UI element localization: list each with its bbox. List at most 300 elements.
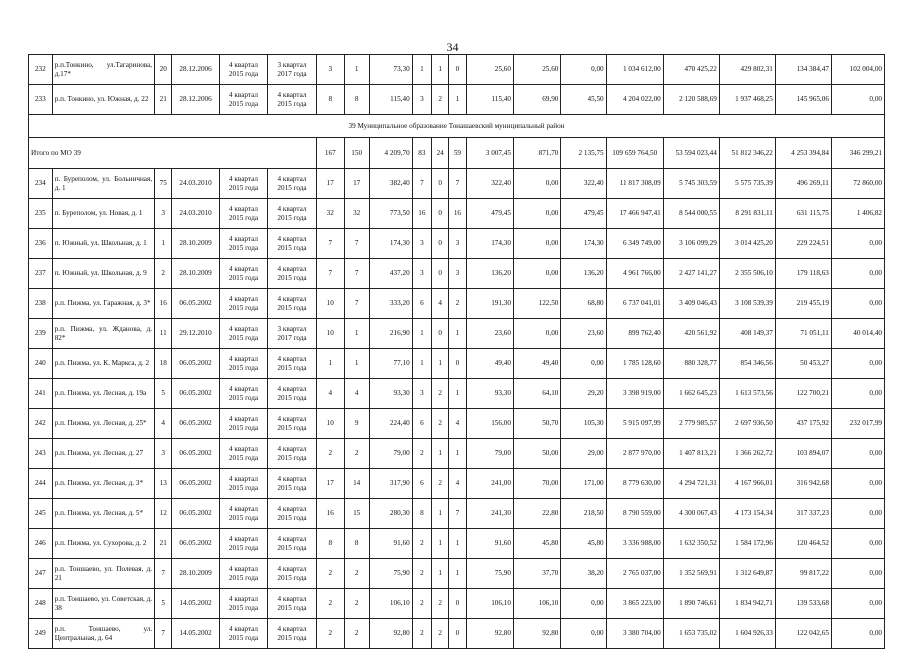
municipal-share-cell: 316 942,68 [775, 469, 831, 499]
rooms-private-cell: 2 [432, 589, 449, 619]
regional-share-cell: 1 366 262,72 [719, 439, 775, 469]
total-cost-cell: 3 380 704,00 [606, 619, 663, 649]
area-private-cell: 25,60 [513, 55, 560, 85]
planned-demolition-cell: 4 квартал 2015 года [268, 289, 317, 319]
total-cost-cell: 6 349 749,00 [606, 229, 663, 259]
address-cell: р.п. Пижма, ул. Лесная, д. 3* [52, 469, 154, 499]
area-private-cell: 50,70 [513, 409, 560, 439]
residents-planned-cell: 2 [316, 439, 344, 469]
municipal-share-cell: 71 051,11 [775, 319, 831, 349]
year-built-cell: 2 [155, 259, 172, 289]
table-row [29, 409, 885, 439]
rooms-private-cell: 1 [432, 55, 449, 85]
municipal-share-cell: 496 269,11 [775, 169, 831, 199]
year-built-cell: 5 [155, 379, 172, 409]
table-row [29, 379, 885, 409]
table-row [29, 589, 885, 619]
table-row [29, 319, 885, 349]
total-area-cell: 115,40 [369, 85, 412, 115]
table-row [29, 55, 885, 85]
area-municipal-cell: 29,20 [561, 379, 606, 409]
year-built-cell: 11 [155, 319, 172, 349]
resettlement-area-cell: 241,30 [466, 499, 513, 529]
row-number-cell: 233 [29, 85, 53, 115]
rooms-private-cell: 0 [432, 259, 449, 289]
resettlement-area-cell: 174,30 [466, 229, 513, 259]
area-municipal-cell: 29,00 [561, 439, 606, 469]
total-cell: 150 [344, 138, 369, 169]
total-cost-cell: 2 765 037,00 [606, 559, 663, 589]
total-cost-cell: 11 817 308,09 [606, 169, 663, 199]
total-area-cell: 437,20 [369, 259, 412, 289]
address-cell: р.п. Пижма, ул. Лесная, д. 27 [52, 439, 154, 469]
fund-share-cell: 1 407 813,21 [663, 439, 719, 469]
area-municipal-cell: 0,00 [561, 349, 606, 379]
extra-funds-cell: 0,00 [831, 85, 884, 115]
planned-demolition-cell: 4 квартал 2015 года [268, 499, 317, 529]
resettlement-area-cell: 106,10 [466, 589, 513, 619]
table-row [29, 559, 885, 589]
fund-share-cell: 1 632 350,52 [663, 529, 719, 559]
residents-resettled-cell: 32 [344, 199, 369, 229]
residents-resettled-cell: 1 [344, 319, 369, 349]
fund-share-cell: 4 294 721,31 [663, 469, 719, 499]
residents-planned-cell: 10 [316, 289, 344, 319]
area-private-cell: 106,10 [513, 589, 560, 619]
recognition-date-cell: 28.12.2006 [172, 85, 219, 115]
total-cell: 83 [412, 138, 431, 169]
area-private-cell: 69,90 [513, 85, 560, 115]
total-cell: 109 659 764,50 [606, 138, 663, 169]
planned-demolition-cell: 4 квартал 2015 года [268, 589, 317, 619]
municipal-share-cell: 317 337,23 [775, 499, 831, 529]
total-cost-cell: 5 915 097,99 [606, 409, 663, 439]
area-private-cell: 37,70 [513, 559, 560, 589]
regional-share-cell: 3 014 425,20 [719, 229, 775, 259]
fund-share-cell: 2 120 588,69 [663, 85, 719, 115]
rooms-private-cell: 2 [432, 85, 449, 115]
residents-planned-cell: 17 [316, 469, 344, 499]
rooms-private-cell: 1 [432, 439, 449, 469]
address-cell: р.п. Пижма, ул. Лесная, д. 5* [52, 499, 154, 529]
regional-share-cell: 1 584 172,96 [719, 529, 775, 559]
total-cost-cell: 899 762,40 [606, 319, 663, 349]
rooms-municipal-cell: 1 [449, 319, 466, 349]
resettlement-area-cell: 75,90 [466, 559, 513, 589]
row-number-cell: 236 [29, 229, 53, 259]
extra-funds-cell: 0,00 [831, 469, 884, 499]
table-row [29, 349, 885, 379]
address-cell: р.п.Тонкино, ул.Тагаринова, д.17* [52, 55, 154, 85]
extra-funds-cell: 0,00 [831, 499, 884, 529]
resettlement-area-cell: 115,40 [466, 85, 513, 115]
total-cell: 3 007,45 [466, 138, 513, 169]
extra-funds-cell: 0,00 [831, 259, 884, 289]
total-row [29, 138, 885, 169]
rooms-private-cell: 0 [432, 199, 449, 229]
resettlement-area-cell: 241,00 [466, 469, 513, 499]
rooms-total-cell: 6 [412, 289, 431, 319]
residents-planned-cell: 7 [316, 229, 344, 259]
area-municipal-cell: 171,00 [561, 469, 606, 499]
recognition-date-cell: 06.05.2002 [172, 469, 219, 499]
residents-resettled-cell: 17 [344, 169, 369, 199]
total-cell: 59 [449, 138, 466, 169]
total-area-cell: 224,40 [369, 409, 412, 439]
planned-resettlement-cell: 4 квартал 2015 года [219, 559, 268, 589]
rooms-total-cell: 3 [412, 379, 431, 409]
area-municipal-cell: 479,45 [561, 199, 606, 229]
rows-after [29, 169, 885, 649]
fund-share-cell: 470 425,22 [663, 55, 719, 85]
area-private-cell: 70,00 [513, 469, 560, 499]
year-built-cell: 3 [155, 199, 172, 229]
resettlement-area-cell: 92,80 [466, 619, 513, 649]
residents-planned-cell: 1 [316, 349, 344, 379]
area-municipal-cell: 68,80 [561, 289, 606, 319]
address-cell: р.п. Пижма, ул. Ждановa, д. 82* [52, 319, 154, 349]
year-built-cell: 1 [155, 229, 172, 259]
residents-resettled-cell: 2 [344, 439, 369, 469]
fund-share-cell: 3 409 046,43 [663, 289, 719, 319]
regional-share-cell: 854 346,56 [719, 349, 775, 379]
municipal-share-cell: 122 700,21 [775, 379, 831, 409]
recognition-date-cell: 06.05.2002 [172, 499, 219, 529]
fund-share-cell: 8 544 000,55 [663, 199, 719, 229]
residents-planned-cell: 3 [316, 55, 344, 85]
total-cost-cell: 1 034 612,00 [606, 55, 663, 85]
table-row [29, 439, 885, 469]
address-cell: п. Буреполом, ул. Больничная, д. 1 [52, 169, 154, 199]
table-row [29, 229, 885, 259]
total-cell: 167 [316, 138, 344, 169]
resettlement-area-cell: 191,30 [466, 289, 513, 319]
planned-resettlement-cell: 4 квартал 2015 года [219, 409, 268, 439]
recognition-date-cell: 28.10.2009 [172, 229, 219, 259]
regional-share-cell: 1 834 942,71 [719, 589, 775, 619]
regional-share-cell: 429 802,31 [719, 55, 775, 85]
fund-share-cell: 420 561,92 [663, 319, 719, 349]
total-cost-cell: 2 877 970,00 [606, 439, 663, 469]
recognition-date-cell: 06.05.2002 [172, 529, 219, 559]
planned-resettlement-cell: 4 квартал 2015 года [219, 529, 268, 559]
rows-before [29, 55, 885, 115]
residents-resettled-cell: 2 [344, 589, 369, 619]
planned-resettlement-cell: 4 квартал 2015 года [219, 379, 268, 409]
residents-planned-cell: 10 [316, 319, 344, 349]
total-area-cell: 216,90 [369, 319, 412, 349]
row-number-cell: 235 [29, 199, 53, 229]
year-built-cell: 16 [155, 289, 172, 319]
recognition-date-cell: 14.05.2002 [172, 589, 219, 619]
extra-funds-cell: 0,00 [831, 439, 884, 469]
total-cell: 24 [432, 138, 449, 169]
recognition-date-cell: 06.05.2002 [172, 289, 219, 319]
table-row [29, 199, 885, 229]
total-area-cell: 382,40 [369, 169, 412, 199]
rooms-total-cell: 16 [412, 199, 431, 229]
rooms-total-cell: 2 [412, 589, 431, 619]
rooms-municipal-cell: 3 [449, 229, 466, 259]
extra-funds-cell: 0,00 [831, 229, 884, 259]
area-private-cell: 0,00 [513, 229, 560, 259]
rooms-municipal-cell: 1 [449, 439, 466, 469]
rooms-municipal-cell: 1 [449, 379, 466, 409]
total-area-cell: 91,60 [369, 529, 412, 559]
row-number-cell: 247 [29, 559, 53, 589]
address-cell: п. Южный, ул. Школьная, д. 1 [52, 229, 154, 259]
planned-resettlement-cell: 4 квартал 2015 года [219, 229, 268, 259]
fund-share-cell: 3 106 099,29 [663, 229, 719, 259]
page-number: 34 [446, 40, 459, 54]
address-cell: р.п. Пижма, ул. Сухорова, д. 2 [52, 529, 154, 559]
resettlement-area-cell: 479,45 [466, 199, 513, 229]
row-number-cell: 237 [29, 259, 53, 289]
residents-resettled-cell: 8 [344, 529, 369, 559]
total-cost-cell: 8 779 630,00 [606, 469, 663, 499]
residents-planned-cell: 10 [316, 409, 344, 439]
section-title: 39 Муниципальное образование Тонашаевский муниципальный район [29, 115, 885, 138]
total-label: Итого по МО 39 [29, 138, 317, 169]
residents-resettled-cell: 2 [344, 559, 369, 589]
rooms-total-cell: 6 [412, 409, 431, 439]
year-built-cell: 5 [155, 589, 172, 619]
area-municipal-cell: 45,80 [561, 529, 606, 559]
total-area-cell: 317,90 [369, 469, 412, 499]
regional-share-cell: 4 173 154,34 [719, 499, 775, 529]
rooms-private-cell: 1 [432, 559, 449, 589]
regional-share-cell: 3 108 539,39 [719, 289, 775, 319]
regional-share-cell: 4 167 966,01 [719, 469, 775, 499]
extra-funds-cell: 0,00 [831, 289, 884, 319]
recognition-date-cell: 24.03.2010 [172, 169, 219, 199]
total-cost-cell: 6 737 041,01 [606, 289, 663, 319]
area-private-cell: 64,10 [513, 379, 560, 409]
extra-funds-cell: 40 014,40 [831, 319, 884, 349]
area-private-cell: 49,40 [513, 349, 560, 379]
residents-resettled-cell: 14 [344, 469, 369, 499]
table-row [29, 259, 885, 289]
address-cell: р.п. Тоншаево, ул. Центральная, д. 64 [52, 619, 154, 649]
planned-demolition-cell: 4 квартал 2015 года [268, 199, 317, 229]
area-private-cell: 50,00 [513, 439, 560, 469]
extra-funds-cell: 232 017,99 [831, 409, 884, 439]
resettlement-area-cell: 93,30 [466, 379, 513, 409]
area-private-cell: 0,00 [513, 259, 560, 289]
regional-share-cell: 1 937 468,25 [719, 85, 775, 115]
residents-resettled-cell: 9 [344, 409, 369, 439]
total-area-cell: 79,00 [369, 439, 412, 469]
planned-demolition-cell: 4 квартал 2015 года [268, 85, 317, 115]
municipal-share-cell: 229 224,51 [775, 229, 831, 259]
total-area-cell: 93,30 [369, 379, 412, 409]
year-built-cell: 13 [155, 469, 172, 499]
total-area-cell: 174,30 [369, 229, 412, 259]
area-private-cell: 45,80 [513, 529, 560, 559]
total-area-cell: 77,10 [369, 349, 412, 379]
total-cost-cell: 3 398 919,00 [606, 379, 663, 409]
row-number-cell: 238 [29, 289, 53, 319]
address-cell: п. Южный, ул. Школьная, д. 9 [52, 259, 154, 289]
area-municipal-cell: 174,30 [561, 229, 606, 259]
area-municipal-cell: 23,60 [561, 319, 606, 349]
address-cell: р.п. Пижма, ул. К. Маркса, д. 2 [52, 349, 154, 379]
rooms-private-cell: 0 [432, 319, 449, 349]
rooms-total-cell: 2 [412, 619, 431, 649]
row-number-cell: 242 [29, 409, 53, 439]
residents-planned-cell: 2 [316, 619, 344, 649]
total-cell: 871,70 [513, 138, 560, 169]
row-number-cell: 248 [29, 589, 53, 619]
municipal-share-cell: 122 042,65 [775, 619, 831, 649]
recognition-date-cell: 28.10.2009 [172, 559, 219, 589]
table-row [29, 85, 885, 115]
area-private-cell: 22,80 [513, 499, 560, 529]
planned-resettlement-cell: 4 квартал 2015 года [219, 349, 268, 379]
table-row [29, 169, 885, 199]
rooms-total-cell: 6 [412, 469, 431, 499]
planned-resettlement-cell: 4 квартал 2015 года [219, 319, 268, 349]
extra-funds-cell: 0,00 [831, 529, 884, 559]
municipal-share-cell: 145 965,06 [775, 85, 831, 115]
extra-funds-cell: 0,00 [831, 559, 884, 589]
residents-planned-cell: 7 [316, 259, 344, 289]
rooms-private-cell: 1 [432, 349, 449, 379]
residents-planned-cell: 2 [316, 559, 344, 589]
rooms-municipal-cell: 0 [449, 589, 466, 619]
fund-share-cell: 5 745 303,59 [663, 169, 719, 199]
area-municipal-cell: 105,30 [561, 409, 606, 439]
residents-resettled-cell: 15 [344, 499, 369, 529]
planned-demolition-cell: 4 квартал 2015 года [268, 259, 317, 289]
municipal-share-cell: 437 175,92 [775, 409, 831, 439]
municipal-share-cell: 139 533,68 [775, 589, 831, 619]
planned-resettlement-cell: 4 квартал 2015 года [219, 499, 268, 529]
address-cell: р.п. Пижма, ул. Лесная, д. 19а [52, 379, 154, 409]
extra-funds-cell: 72 860,00 [831, 169, 884, 199]
address-cell: р.п. Пижма, ул. Гаражная, д. 3* [52, 289, 154, 319]
residents-resettled-cell: 1 [344, 55, 369, 85]
area-municipal-cell: 218,50 [561, 499, 606, 529]
address-cell: р.п. Тонкино, ул. Южная, д. 22 [52, 85, 154, 115]
year-built-cell: 20 [155, 55, 172, 85]
total-cost-cell: 17 466 947,41 [606, 199, 663, 229]
regional-share-cell: 1 312 649,87 [719, 559, 775, 589]
regional-share-cell: 408 149,37 [719, 319, 775, 349]
planned-resettlement-cell: 4 квартал 2015 года [219, 199, 268, 229]
extra-funds-cell: 1 406,82 [831, 199, 884, 229]
rooms-municipal-cell: 7 [449, 169, 466, 199]
recognition-date-cell: 28.10.2009 [172, 259, 219, 289]
year-built-cell: 3 [155, 439, 172, 469]
address-cell: р.п. Тоншаево, ул. Полевая, д. 21 [52, 559, 154, 589]
residents-resettled-cell: 1 [344, 349, 369, 379]
year-built-cell: 18 [155, 349, 172, 379]
residents-resettled-cell: 8 [344, 85, 369, 115]
rooms-municipal-cell: 4 [449, 469, 466, 499]
fund-share-cell: 2 427 141,27 [663, 259, 719, 289]
planned-demolition-cell: 4 квартал 2015 года [268, 619, 317, 649]
total-area-cell: 73,30 [369, 55, 412, 85]
area-municipal-cell: 322,40 [561, 169, 606, 199]
planned-resettlement-cell: 4 квартал 2015 года [219, 85, 268, 115]
total-cost-cell: 3 336 988,00 [606, 529, 663, 559]
rooms-private-cell: 1 [432, 499, 449, 529]
rooms-municipal-cell: 2 [449, 289, 466, 319]
residents-planned-cell: 17 [316, 169, 344, 199]
regional-share-cell: 1 613 573,56 [719, 379, 775, 409]
total-area-cell: 280,30 [369, 499, 412, 529]
address-cell: р.п. Тоншаево, ул. Советская, д. 38 [52, 589, 154, 619]
municipal-share-cell: 134 384,47 [775, 55, 831, 85]
planned-demolition-cell: 4 квартал 2015 года [268, 529, 317, 559]
residents-resettled-cell: 7 [344, 289, 369, 319]
municipal-share-cell: 179 118,63 [775, 259, 831, 289]
year-built-cell: 75 [155, 169, 172, 199]
fund-share-cell: 1 653 735,02 [663, 619, 719, 649]
table-row [29, 289, 885, 319]
total-cost-cell: 4 204 022,00 [606, 85, 663, 115]
municipal-share-cell: 103 894,07 [775, 439, 831, 469]
section-block [29, 115, 885, 169]
regional-share-cell: 2 697 936,50 [719, 409, 775, 439]
resettlement-area-cell: 23,60 [466, 319, 513, 349]
fund-share-cell: 1 662 645,23 [663, 379, 719, 409]
extra-funds-cell: 0,00 [831, 619, 884, 649]
row-number-cell: 234 [29, 169, 53, 199]
rooms-private-cell: 2 [432, 409, 449, 439]
planned-demolition-cell: 4 квартал 2015 года [268, 409, 317, 439]
year-built-cell: 21 [155, 85, 172, 115]
municipal-share-cell: 99 817,22 [775, 559, 831, 589]
rooms-municipal-cell: 3 [449, 259, 466, 289]
area-private-cell: 0,00 [513, 319, 560, 349]
municipal-share-cell: 120 464,52 [775, 529, 831, 559]
planned-demolition-cell: 4 квартал 2015 года [268, 169, 317, 199]
regional-share-cell: 2 355 506,10 [719, 259, 775, 289]
resettlement-table [28, 54, 885, 649]
total-cell: 51 812 346,22 [719, 138, 775, 169]
address-cell: р.п. Пижма, ул. Лесная, д. 25* [52, 409, 154, 439]
planned-resettlement-cell: 4 квартал 2015 года [219, 469, 268, 499]
municipal-share-cell: 631 115,75 [775, 199, 831, 229]
rooms-total-cell: 2 [412, 439, 431, 469]
extra-funds-cell: 102 004,00 [831, 55, 884, 85]
planned-resettlement-cell: 4 квартал 2015 года [219, 169, 268, 199]
table-row [29, 499, 885, 529]
year-built-cell: 7 [155, 559, 172, 589]
year-built-cell: 12 [155, 499, 172, 529]
total-area-cell: 773,50 [369, 199, 412, 229]
recognition-date-cell: 06.05.2002 [172, 379, 219, 409]
residents-resettled-cell: 7 [344, 259, 369, 289]
table-row [29, 469, 885, 499]
residents-planned-cell: 8 [316, 85, 344, 115]
rooms-municipal-cell: 4 [449, 409, 466, 439]
resettlement-area-cell: 136,20 [466, 259, 513, 289]
residents-planned-cell: 16 [316, 499, 344, 529]
total-cost-cell: 1 785 128,60 [606, 349, 663, 379]
residents-planned-cell: 32 [316, 199, 344, 229]
row-number-cell: 244 [29, 469, 53, 499]
extra-funds-cell: 0,00 [831, 589, 884, 619]
planned-demolition-cell: 4 квартал 2015 года [268, 469, 317, 499]
rooms-municipal-cell: 1 [449, 529, 466, 559]
planned-resettlement-cell: 4 квартал 2015 года [219, 259, 268, 289]
total-area-cell: 333,20 [369, 289, 412, 319]
row-number-cell: 240 [29, 349, 53, 379]
planned-resettlement-cell: 4 квартал 2015 года [219, 619, 268, 649]
